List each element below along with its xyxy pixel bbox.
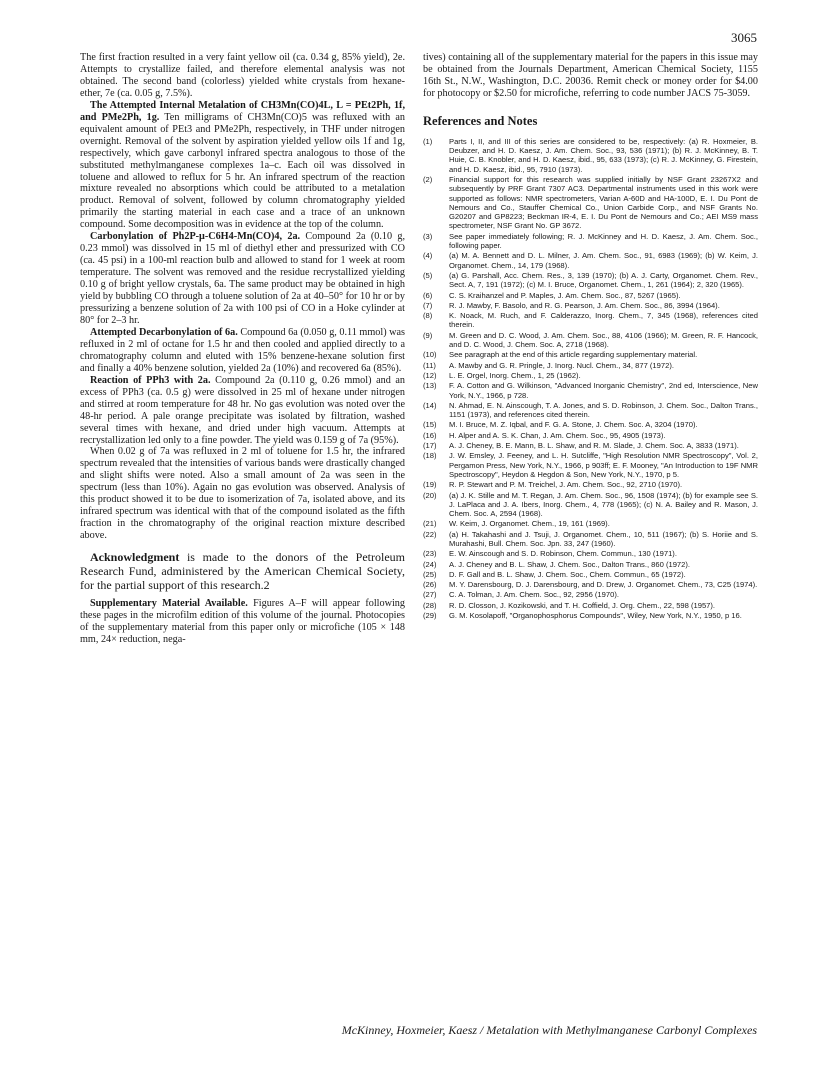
reference-item	[423, 420, 758, 429]
reference-text: M. I. Bruce, M. Z. Iqbal, and F. G. A. Stone, J. Chem. Soc. A, 3204 (1970).	[449, 420, 698, 430]
reference-text: K. Noack, M. Ruch, and F. Calderazzo, Inorg. Chem., 7, 345 (1968), references cited therein.	[449, 311, 758, 330]
reference-number: (3)	[423, 231, 433, 241]
supplementary-run-head: Supplementary Material Available.	[90, 598, 248, 610]
reference-number: (13)	[423, 381, 437, 391]
reference-item	[423, 601, 758, 610]
paragraph-internal-metalation: The Attempted Internal Metalation of CH3Mn(CO)4L, L = PEt2Ph, 1f, and PMe2Ph, 1g. Ten milligrams of CH3Mn(CO)5 was refluxed with an equivalent amount of PEt3 and PMe2Ph, respectively, in THF under nitrogen overnight. Removal of the solvent by aspiration yielded yellow oils 1f and 1g, respectively, which gave carbonyl infrared spectra analogous to those of the substituted methylmanganese complexes 1a–c. Each oil was dissolved in toluene and allowed to reflux for 5 hr. An infrared spectrum of the reaction mixture revealed no absorptions which could be attributed to a metalation product. Removal of solvent, followed by column chromatography yielded primarily the starting material in each case and a trace of an unknown compound. Some decomposition was in evidence at the top of the column.	[80, 99, 405, 231]
reference-text: R. D. Closson, J. Kozikowski, and T. H. Coffield, J. Org. Chem., 22, 598 (1957).	[449, 600, 716, 610]
supplementary-material: Supplementary Material Available. Figures A–F will appear following these pages in the microfilm edition of this volume of the journal. Photocopies of the supplementary material from this paper only or microfiche (105 × 148 mm, 24× reduction, nega-	[80, 598, 405, 645]
reference-text: R. J. Mawby, F. Basolo, and R. G. Pearson, J. Am. Chem. Soc., 86, 3994 (1964).	[449, 300, 720, 310]
paragraph-first-fraction: The first fraction resulted in a very faint yellow oil (ca. 0.34 g, 85% yield), 2e. Attempts to crystallize failed, and therefore elemental analysis was not obtained. The second band (colorless) yielded white crystals from hexane-ether, 7e (ca. 0.05 g, 7.5%).	[80, 52, 405, 99]
reference-text: E. W. Ainscough and S. D. Robinson, Chem. Commun., 130 (1971).	[449, 549, 677, 559]
reference-text: W. Keim, J. Organomet. Chem., 19, 161 (1969).	[449, 519, 610, 529]
reference-number: (1)	[423, 136, 433, 146]
reference-number: (23)	[423, 549, 437, 559]
reference-number: (7)	[423, 300, 433, 310]
reference-text: See paragraph at the end of this article regarding supplementary material.	[449, 350, 698, 360]
left-column	[80, 52, 405, 646]
reference-item	[423, 311, 758, 330]
reference-text: J. W. Emsley, J. Feeney, and L. H. Sutcliffe, "High Resolution NMR Spectroscopy", Vol. 2, Pergamon Press, New York, N.Y., 1966, p 903ff; E. F. Mooney, "An Introduction to 19F NMR Spectroscopy", Heydon & Hegdon & Son, New York, N.Y., 1970, p 5.	[449, 451, 758, 479]
reference-item	[423, 381, 758, 400]
reference-number: (26)	[423, 580, 437, 590]
reference-number: (19)	[423, 480, 437, 490]
reference-item	[423, 530, 758, 549]
reference-item	[423, 331, 758, 350]
reference-text: (a) G. Parshall, Acc. Chem. Res., 3, 139 (1970); (b) A. J. Carty, Organomet. Chem. Rev., Sect. A, 7, 191 (1972); (c) M. I. Bruce, Organomet. Chem., 1, 261 (1964); 2, 320 (1965).	[449, 270, 758, 290]
reference-number: (9)	[423, 330, 433, 340]
references-title: References and Notes	[423, 113, 538, 128]
reference-text: M. Y. Darensbourg, D. J. Darensbourg, and D. Drew, J. Organomet. Chem., 73, C25 (1974).	[449, 580, 758, 590]
reference-text: A. J. Cheney and B. L. Shaw, J. Chem. Soc., Dalton Trans., 860 (1972).	[449, 559, 691, 569]
reference-number: (2)	[423, 175, 433, 184]
reference-item	[423, 401, 758, 420]
reference-number: (29)	[423, 611, 437, 621]
reference-item	[423, 350, 758, 359]
paragraph-decarbonylation: Attempted Decarbonylation of 6a. Compound 6a (0.050 g, 0.11 mmol) was refluxed in 2 ml of octane for 1.5 hr and then cooled and applied directly to a chromatography column and eluted with 15% benzene-hexane solution first and finally a 40% benzene solution, yielded 2a (10%) and recovered 6a (85%).	[80, 326, 405, 374]
paragraph-reflux-7a: When 0.02 g of 7a was refluxed in 2 ml of toluene for 1.5 hr, the infrared spectrum revealed that the intensities of various bands were drastically changed and slight shifts were noted. Also a small amount of 2a was seen in the spectrum (less than 10%). Again no gas evolution was observed. Analysis of this product showed it to be due to isomerization of 7a, isolated above, and its infrared spectrum was identical with that of the compound isolated as the fifth fraction in the chromatography of the original reaction mixture described above.	[80, 446, 405, 542]
reference-number: (8)	[423, 311, 433, 321]
reference-text: G. M. Kosolapoff, "Organophosphorus Compounds", Wiley, New York, N.Y., 1950, p 16.	[449, 611, 742, 621]
reference-item	[423, 175, 758, 231]
reference-item	[423, 570, 758, 579]
reference-text: C. S. Kraihanzel and P. Maples, J. Am. Chem. Soc., 87, 5267 (1965).	[449, 290, 681, 300]
right-column	[423, 52, 758, 621]
reference-item	[423, 560, 758, 569]
reference-item	[423, 371, 758, 380]
reference-item	[423, 232, 758, 251]
reference-number: (28)	[423, 600, 437, 610]
page-number: 3065	[731, 30, 757, 45]
reference-item	[423, 361, 758, 370]
reference-number: (11)	[423, 360, 436, 370]
reference-number: (20)	[423, 490, 437, 500]
reference-number: (5)	[423, 270, 433, 280]
reference-item	[423, 611, 758, 620]
reference-text: Parts I, II, and III of this series are considered to be, respectively: (a) R. Hoxmeier, B. Deubzer, and H. D. Kaesz, J. Am. Chem. Soc., 93, 536 (1971); (b) R. J. McKinney, B. T. Huie, C. B. Knobler, and H. D. Kaesz, ibid., 95, 633 (1973); (c) R. J. McKinney, G. Firestein, and H. D. Kaesz, ibid., 95, 7910 (1973).	[449, 136, 758, 174]
reference-item	[423, 137, 758, 174]
acknowledgment: Acknowledgment is made to the donors of the Petroleum Research Fund, administered by the American Chemical Society, for the partial support of this research.2	[80, 550, 405, 593]
reference-number: (18)	[423, 451, 437, 461]
reference-number: (21)	[423, 519, 437, 529]
reference-number: (6)	[423, 290, 433, 300]
reference-number: (24)	[423, 559, 437, 569]
reference-text: (a) M. A. Bennett and D. L. Milner, J. Am. Chem. Soc., 91, 6983 (1969); (b) W. Keim, J. Organomet. Chem., 14, 179 (1968).	[449, 251, 758, 270]
reference-text: R. P. Stewart and P. M. Treichel, J. Am. Chem. Soc., 92, 2710 (1970).	[449, 480, 683, 490]
section-run-head: Attempted Decarbonylation of 6a.	[90, 326, 238, 338]
reference-text: H. Alper and A. S. K. Chan, J. Am. Chem. Soc., 95, 4905 (1973).	[449, 430, 666, 440]
reference-text: M. Green and D. C. Wood, J. Am. Chem. Soc., 88, 4106 (1966); M. Green, R. F. Hancock, and D. C. Wood, J. Chem. Soc. A, 2718 (1968).	[449, 330, 758, 350]
reference-text: C. A. Tolman, J. Am. Chem. Soc., 92, 2956 (1970).	[449, 590, 619, 600]
section-run-head: Carbonylation of Ph2P-μ-C6H4-Mn(CO)4, 2a.	[90, 231, 301, 243]
reference-item	[423, 301, 758, 310]
paragraph-pph3-reaction: Reaction of PPh3 with 2a. Compound 2a (0.110 g, 0.26 mmol) and an excess of PPh3 (ca. 0.5 g) were dissolved in 25 ml of hexane under nitrogen and stirred at room temperature for 48 hr. No gas evolution was noted over the 48-hr period. A pale orange precipitate was isolated by filtration, washed several times with hexane, and dried under high vacuum. Attempts at recrystallization led only to a fine powder. The yield was 0.159 g of 7a (95%).	[80, 374, 405, 446]
reference-text: See paper immediately following; R. J. McKinney and H. D. Kaesz, J. Am. Chem. Soc., following paper.	[449, 231, 758, 251]
reference-item	[423, 491, 758, 519]
reference-item	[423, 251, 758, 270]
reference-number: (4)	[423, 251, 433, 261]
section-run-head: Reaction of PPh3 with 2a.	[90, 374, 211, 386]
reference-item	[423, 431, 758, 440]
reference-item	[423, 590, 758, 599]
reference-item	[423, 291, 758, 300]
reference-number: (10)	[423, 350, 437, 360]
reference-text: (a) H. Takahashi and J. Tsuji, J. Organomet. Chem., 10, 511 (1967); (b) S. Horiie and S. Murahashi, Bull. Chem. Soc. Jpn. 33, 247 (1960).	[449, 529, 758, 548]
reference-text: Financial support for this research was supplied initially by NSF Grant 23267X2 and subsequently by PRF Grant 7307 AC3. Departmental instruments used in this work were supported as follows: NMR spectrometers, Varian A-60D and HA-100D, E. I. Du Pont de Nemours and Co., Stauffer Chemical Co., Union Carbide Corp., and NSF Grants No. G20207 and GP8223; Beckman IR-4, E. I. Du Pont de Nemours and Co.; AEI MS9 mass spectrometer, NSF Grant No. GP 3672.	[449, 175, 758, 231]
supplementary-continuation: tives) containing all of the supplementary material for the papers in this issue may be obtained from the Journals Department, American Chemical Society, 1155 16th St., N.W., Washington, D.C. 20036. Remit check or money order for $4.00 for photocopy or $2.50 for microfiche, referring to code number JACS 75-3059.	[423, 52, 758, 99]
reference-item	[423, 580, 758, 589]
reference-number: (17)	[423, 441, 437, 451]
reference-number: (16)	[423, 430, 437, 440]
reference-number: (27)	[423, 590, 437, 600]
reference-number: (22)	[423, 529, 437, 539]
reference-item	[423, 480, 758, 489]
reference-item	[423, 271, 758, 290]
reference-number: (25)	[423, 569, 437, 579]
reference-text: N. Ahmad, E. N. Ainscough, T. A. Jones, and S. D. Robinson, J. Chem. Soc., Dalton Trans., 1151 (1973), and references cited therein.	[449, 400, 758, 420]
references-list	[423, 137, 758, 621]
reference-text: F. A. Cotton and G. Wilkinson, "Advanced Inorganic Chemistry", 2nd ed, Interscience, New York, N.Y., 1966, p 728.	[449, 381, 758, 400]
reference-text: (a) J. K. Stille and M. T. Regan, J. Am. Chem. Soc., 96, 1508 (1974); (b) for example see S. J. LaPlaca and J. A. Ibers, Inorg. Chem., 4, 778 (1965); (c) N. A. Bailey and R. Mason, J. Chem. Soc. A, 2594 (1968).	[449, 490, 758, 519]
reference-text: D. F. Gall and B. L. Shaw, J. Chem. Soc., Chem. Commun., 65 (1972).	[449, 569, 686, 579]
reference-number: (12)	[423, 370, 437, 380]
reference-item	[423, 519, 758, 528]
reference-text: A. Mawby and G. R. Pringle, J. Inorg. Nucl. Chem., 34, 877 (1972).	[449, 360, 674, 370]
reference-item	[423, 549, 758, 558]
reference-item	[423, 441, 758, 450]
section-run-head: The Attempted Internal Metalation of CH3Mn(CO)4L, L = PEt2Ph, 1f, and PMe2Ph, 1g.	[80, 99, 405, 123]
running-footer: McKinney, Hoxmeier, Kaesz / Metalation with Methylmanganese Carbonyl Complexes	[341, 1023, 757, 1037]
reference-text: L. E. Orgel, Inorg. Chem., 1, 25 (1962).	[449, 370, 581, 380]
reference-text: A. J. Cheney, B. E. Mann, B. L. Shaw, and R. M. Slade, J. Chem. Soc. A, 3833 (1971).	[449, 441, 739, 451]
reference-number: (14)	[423, 400, 437, 410]
reference-item	[423, 451, 758, 479]
paragraph-carbonylation: Carbonylation of Ph2P-μ-C6H4-Mn(CO)4, 2a. Compound 2a (0.10 g, 0.23 mmol) was dissolved in 15 ml of diethyl ether and pressurized with CO (ca. 45 psi) in a 100-ml reaction bulb and allowed to stand for 1 week at room temperature. The solvent was removed and the residue recrystallized yielding 0.10 g of bright yellow crystals, 6a. The same product may be obtained in high yield by bubbling CO through a toluene solution of 2a at 40–50° for 10 hr or by pressurizing a benzene solution of 2a with 100 psi of CO in a Hoke cylinder at 80° for 2–3 hr.	[80, 231, 405, 326]
reference-number: (15)	[423, 420, 437, 430]
